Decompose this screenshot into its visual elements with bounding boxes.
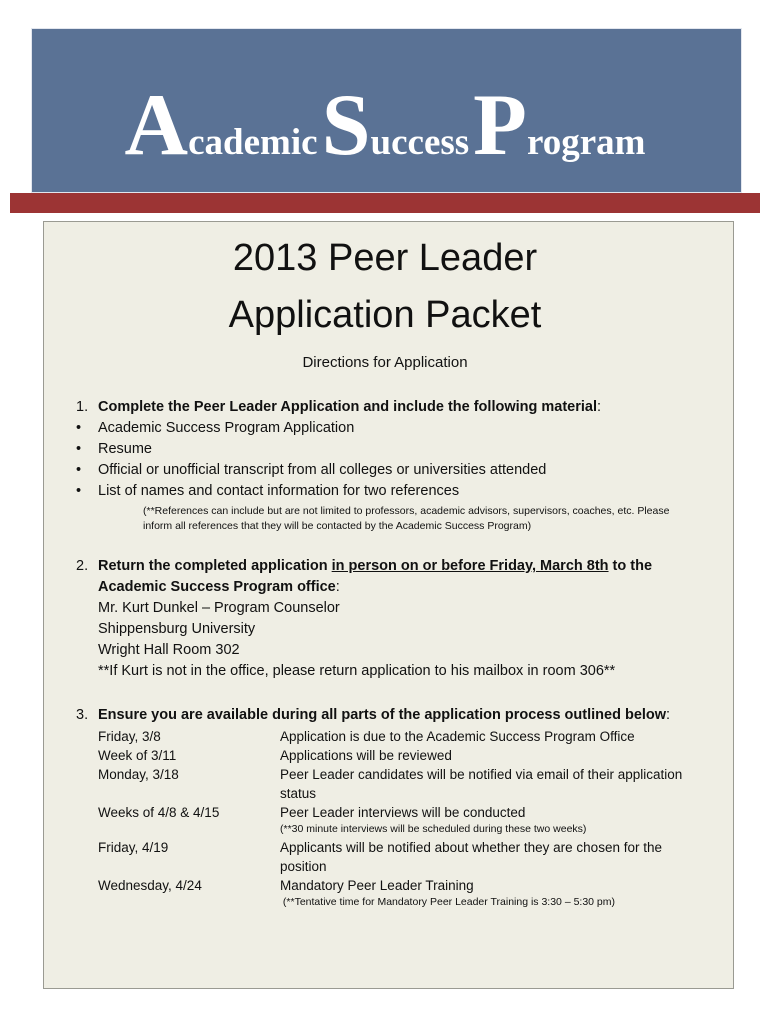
schedule-date: Monday, 3/18 <box>98 767 179 782</box>
schedule-date: Weeks of 4/8 & 4/15 <box>98 805 220 820</box>
schedule-desc: Peer Leader candidates will be notified via email of their application <box>280 767 683 782</box>
title-rest-s: uccess <box>370 122 470 163</box>
schedule-subnote: (**Tentative time for Mandatory Peer Leader Training is 3:30 – 5:30 pm) <box>280 896 616 908</box>
bullet-icon: • <box>76 483 82 499</box>
schedule-date: Week of 3/11 <box>98 748 177 763</box>
bullet-item: Academic Success Program Application <box>98 420 355 436</box>
step2-title-a: Return the completed application <box>98 558 332 574</box>
step2-heading <box>98 556 652 577</box>
step3-heading <box>98 705 670 726</box>
schedule-date: Friday, 4/19 <box>98 840 169 855</box>
step2-office: Academic Success Program office <box>98 579 336 595</box>
accent-divider <box>10 193 760 213</box>
schedule-date: Wednesday, 4/24 <box>98 878 202 893</box>
references-note-line2: inform all references that they will be contacted by the Academic Success Program) <box>143 520 532 532</box>
schedule-subnote: (**30 minute interviews will be scheduled during these two weeks) <box>280 823 587 835</box>
schedule-desc: Mandatory Peer Leader Training <box>280 878 474 893</box>
step2-colon: : <box>335 579 340 595</box>
packet-title-line2: Application Packet <box>228 294 542 336</box>
bullet-icon: • <box>76 420 82 436</box>
step3-colon: : <box>666 707 671 723</box>
mailbox-note: **If Kurt is not in the office, please return application to his mailbox in room 306** <box>98 663 616 679</box>
schedule-desc-continued: status <box>280 786 317 801</box>
step2-deadline: in person on or before Friday, March 8th <box>331 558 609 574</box>
step2-heading-line2 <box>98 577 340 598</box>
schedule-desc: Peer Leader interviews will be conducted <box>280 805 526 820</box>
contact-line: Mr. Kurt Dunkel – Program Counselor <box>98 600 340 616</box>
step1-number: 1. <box>76 399 89 415</box>
title-rest-p: rogram <box>526 122 646 163</box>
directions-title: Directions for Application <box>302 354 468 371</box>
step1-colon: : <box>597 399 602 415</box>
bullet-icon: • <box>76 462 82 478</box>
bullet-item: List of names and contact information for two references <box>98 483 460 499</box>
schedule-desc: Applications will be reviewed <box>280 748 452 763</box>
schedule-date: Friday, 3/8 <box>98 729 161 744</box>
step1-heading <box>98 397 601 418</box>
step1-title: Complete the Peer Leader Application and include the following material <box>98 399 597 415</box>
references-note-line1: (**References can include but are not limited to professors, academic advisors, supervisors, coaches, etc. Please <box>143 505 670 517</box>
contact-line: Wright Hall Room 302 <box>98 642 240 658</box>
packet-title-line1: 2013 Peer Leader <box>232 237 538 279</box>
step2-number: 2. <box>76 558 89 574</box>
schedule-desc: Application is due to the Academic Success Program Office <box>280 729 635 744</box>
step2-title-b: to the <box>608 558 653 574</box>
title-initial-a: A <box>124 77 189 174</box>
bullet-item: Resume <box>98 441 152 457</box>
title-rest-a: cademic <box>188 122 318 163</box>
bullet-item: Official or unofficial transcript from all colleges or universities attended <box>98 462 547 478</box>
schedule-desc-continued: position <box>280 859 327 874</box>
step3-title: Ensure you are available during all parts of the application process outlined below <box>98 707 667 723</box>
step3-number: 3. <box>76 707 89 723</box>
contact-line: Shippensburg University <box>98 621 256 637</box>
program-title <box>0 77 770 174</box>
title-initial-p: P <box>473 77 527 174</box>
title-initial-s: S <box>321 77 371 174</box>
bullet-icon: • <box>76 441 82 457</box>
schedule-desc: Applicants will be notified about whether they are chosen for the <box>280 840 662 855</box>
